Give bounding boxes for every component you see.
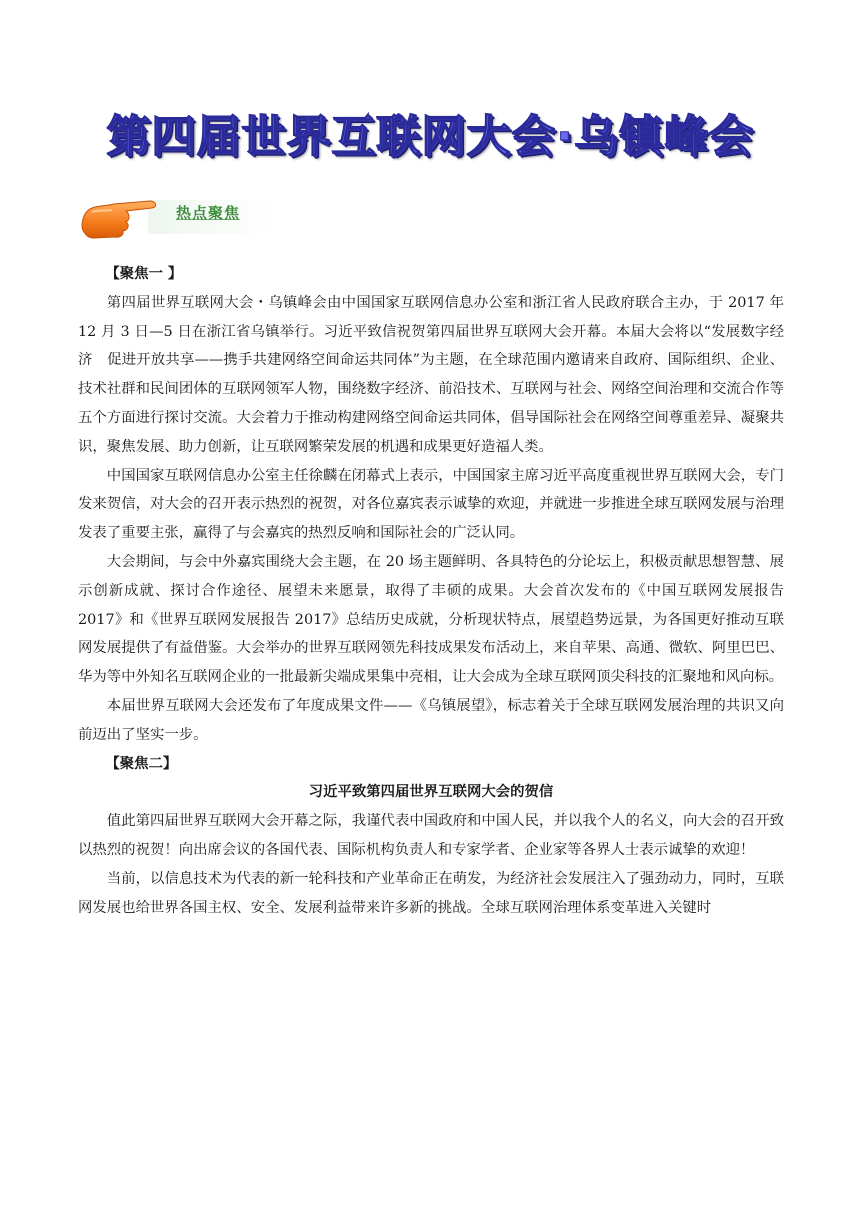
paragraph: 第四届世界互联网大会・乌镇峰会由中国国家互联网信息办公室和浙江省人民政府联合主办，于 2017 年 12 月 3 日—5 日在浙江省乌镇举行。习近平致信祝贺第四届世界互联网大会开幕。本届大会将以“发展数字经济 促进开放共享——携手共建网络空间命运共同体”为主题，在全球范围内邀请来自政府、国际组织、企业、技术社群和民间团体的互联网领军人物，围绕数字经济、前沿技术、互联网与社会、网络空间治理和交流合作等五个方面进行探讨交流。大会着力于推动构建网络空间命运共同体，倡导国际社会在网络空间尊重差异、凝聚共识，聚焦发展、助力创新，让互联网繁荣发展的机遇和成果更好造福人类。 [78, 294, 784, 455]
paragraph: 当前，以信息技术为代表的新一轮科技和产业革命正在萌发，为经济社会发展注入了强劲动力，同时，互联网发展也给世界各国主权、安全、发展利益带来许多新的挑战。全球互联网治理体系变革进入关键时 [78, 870, 784, 916]
paragraph: 本届世界互联网大会还发布了年度成果文件——《乌镇展望》，标志着关于全球互联网发展治理的共识又向前迈出了坚实一步。 [78, 697, 784, 743]
article-body [78, 260, 784, 922]
letter-title: 习近平致第四届世界互联网大会的贺信 [308, 784, 554, 801]
hot-topics-label: 热点聚焦 [176, 204, 241, 222]
section-heading: 【聚焦一 】 [105, 266, 183, 282]
section-heading: 【聚焦二】 [105, 755, 178, 772]
paragraph: 大会期间，与会中外嘉宾围绕大会主题，在 20 场主题鲜明、各具特色的分论坛上，积极贡献思想智慧、展示创新成就、探讨合作途径、展望未来愿景，取得了丰硕的成果。大会首次发布的《中国互联网发展报告 2017》和《世界互联网发展报告 2017》总结历史成就，分析现状特点，展望趋势远景，为各国更好推动互联网发展提供了有益借鉴。大会举办的世界互联网领先科技成果发布活动上，来自苹果、高通、微软、阿里巴巴、华为等中外知名互联网企业的一批最新尖端成果集中亮相，让大会成为全球互联网顶尖科技的汇聚地和风向标。 [78, 553, 784, 686]
hot-topics-banner [78, 192, 274, 240]
pointing-hand-icon [78, 192, 178, 240]
paragraph: 中国国家互联网信息办公室主任徐麟在闭幕式上表示，中国国家主席习近平高度重视世界互联网大会，专门发来贺信，对大会的召开表示热烈的祝贺，对各位嘉宾表示诚挚的欢迎，并就进一步推进全球互联网发展与治理发表了重要主张，赢得了与会嘉宾的热烈反响和国际社会的广泛认同。 [78, 467, 784, 542]
paragraph: 值此第四届世界互联网大会开幕之际，我谨代表中国政府和中国人民，并以我个人的名义，向大会的召开致以热烈的祝贺！向出席会议的各国代表、国际机构负责人和专家学者、企业家等各界人士表示诚挚的欢迎！ [78, 813, 784, 858]
page-title: 第四届世界互联网大会·乌镇峰会 [106, 111, 754, 162]
